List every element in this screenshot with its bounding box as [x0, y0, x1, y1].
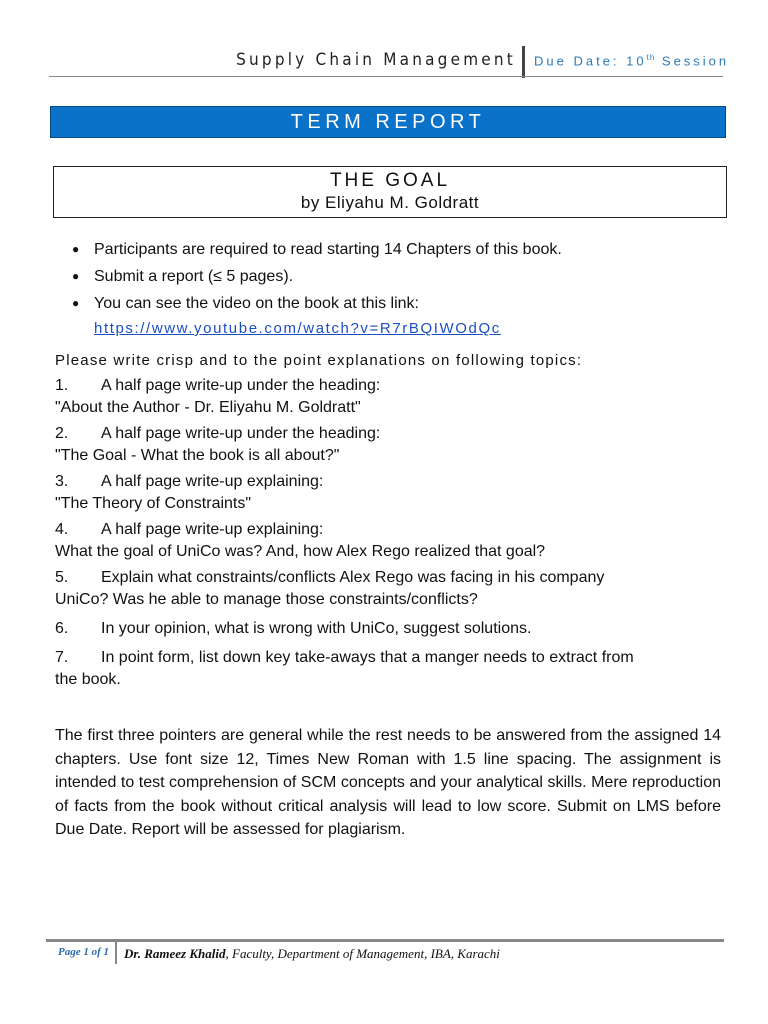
bullet-icon: ●	[72, 296, 80, 310]
footer-credit: Dr. Rameez Khalid, Faculty, Department of Management, IBA, Karachi	[124, 946, 500, 961]
topic-item: 1. A half page write-up under the heading: "About the Author - Dr. Eliyahu M. Goldratt"	[55, 377, 381, 416]
page-header	[0, 46, 768, 78]
page-number: Page 1 of 1	[58, 946, 110, 958]
topic-item: 7. In point form, list down key take-aways that a manger needs to extract from the book.	[55, 649, 634, 688]
topic-item: 4. A half page write-up explaining: What the goal of UniCo was? And, how Alex Rego realized that goal?	[55, 521, 546, 560]
topic-item: 6. In your opinion, what is wrong with UniCo, suggest solutions.	[55, 620, 532, 637]
topic-item: 3. A half page write-up explaining: "The Theory of Constraints"	[55, 473, 324, 512]
book-title: THE GOAL	[329, 170, 451, 191]
topics-intro: Please write crisp and to the point explanations on following topics:	[55, 352, 583, 369]
course-title: Supply Chain Management	[236, 50, 516, 70]
list-item: ● Submit a report (≤ 5 pages).	[60, 263, 720, 290]
bullet-icon: ●	[72, 242, 80, 256]
footer-rule	[46, 939, 724, 942]
instructions-paragraph: The first three pointers are general while the rest needs to be answered from the assigned 14 chapters. Use font size 12, Times New Roman with 1.5 line spacing. The assignment is intended to test comprehension of SCM concepts and your analytical skills. Mere reproduction of facts from the book without critical analysis will lead to low score. Submit on LMS before Due Date. Report will be assessed for plagiarism.	[55, 727, 721, 838]
header-rule	[49, 76, 723, 77]
topic-item: 5. Explain what constraints/conflicts Alex Rego was facing in his company UniCo? Was he able to manage those constraints/conflicts?	[55, 569, 605, 608]
book-author: by Eliyahu M. Goldratt	[300, 193, 480, 212]
topic-item: 2. A half page write-up under the heading: "The Goal - What the book is all about?"	[55, 425, 381, 464]
term-report-banner: TERM REPORT	[50, 106, 726, 138]
book-title-box	[53, 166, 727, 218]
due-date: Due Date: 10th Session	[534, 53, 730, 69]
list-item: ● You can see the video on the book at this link:	[60, 290, 720, 317]
list-item: ● Participants are required to read starting 14 Chapters of this book.	[60, 236, 720, 263]
header-divider	[522, 46, 525, 78]
video-link[interactable]: https://www.youtube.com/watch?v=R7rBQIWOdQc	[94, 320, 501, 337]
footer-divider	[115, 942, 117, 964]
topics-section	[55, 350, 723, 691]
instructions-list	[60, 236, 720, 341]
bullet-icon: ●	[72, 269, 80, 283]
